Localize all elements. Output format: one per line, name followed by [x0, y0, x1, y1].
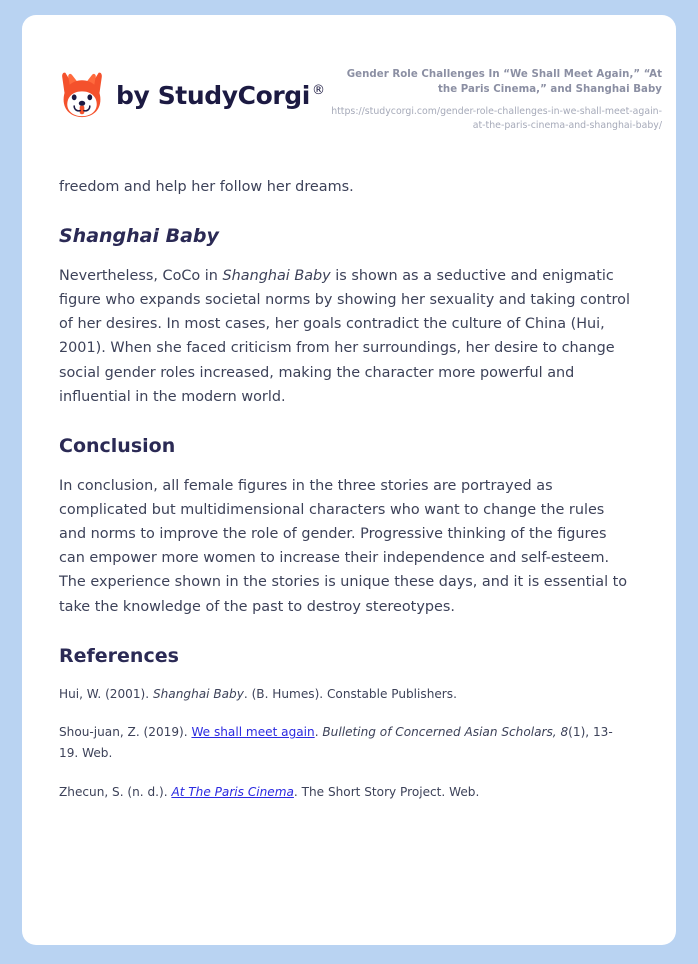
registered-trademark-icon: ®: [311, 83, 325, 99]
reference-entry: [59, 684, 630, 705]
section-heading: Conclusion: [59, 434, 176, 457]
paragraph-text: Nevertheless, CoCo in: [59, 267, 223, 284]
reference-text: Shou-juan, Z. (2019).: [59, 725, 192, 740]
reference-text: . (B. Humes). Constable Publishers.: [243, 686, 457, 701]
brand-logo-block: [59, 71, 325, 119]
document-page-card: [22, 15, 676, 945]
intro-paragraph-fragment: freedom and help her follow her dreams.: [59, 178, 354, 195]
reference-text: Zhecun, S. (n. d.).: [59, 785, 172, 799]
document-source-url[interactable]: https://studycorgi.com/gender-role-challenges-in-we-shall-meet-again-at-the-paris-cinema-and-shanghai-baby/: [331, 105, 662, 131]
reference-text: . The Short Story Project. Web.: [293, 785, 480, 799]
reference-italic-text: Bulleting of Concerned Asian Scholars, 8: [322, 725, 569, 740]
reference-italic-text: Shanghai Baby: [152, 686, 244, 701]
document-body: [22, 175, 676, 803]
corgi-face-logo-icon: [59, 71, 105, 119]
document-header: [22, 15, 676, 133]
references-heading: References: [59, 644, 179, 667]
reference-link[interactable]: We shall meet again: [191, 725, 315, 740]
paragraph-text: In conclusion, all female figures in the three stories are portrayed as complicated but multidimensional characters who want to change the rules and norms to improve the role of gender. Progressive thinking of the figures can empower more women to increase their independence and self-esteem. The experience shown in the stories is unique these days, and it is essential to take the knowledge of the past to destroy stereotypes.: [59, 477, 628, 615]
brand-name-text: by StudyCorgi: [116, 80, 310, 110]
reference-entry: [59, 722, 630, 764]
reference-text: Hui, W. (2001).: [59, 686, 153, 701]
reference-text: (1), 13-19. Web.: [59, 725, 613, 761]
reference-text: .: [314, 725, 323, 740]
paragraph-text: is shown as a seductive and enigmatic figure who expands societal norms by showing her sexuality and taking control of her desires. In most cases, her goals contradict the culture of China (Hui, 2001). When she faced criticism from her surroundings, her desire to change social gender roles increased, making the character more powerful and influential in the modern world.: [59, 267, 630, 405]
section-paragraph: [59, 474, 630, 619]
section-paragraph: [59, 264, 630, 409]
section-heading: Shanghai Baby: [59, 224, 219, 247]
reference-entry: [59, 782, 630, 803]
italic-title-text: Shanghai Baby: [222, 267, 331, 284]
header-meta-block: [325, 65, 662, 133]
brand-wordmark: [116, 80, 325, 110]
reference-list: [59, 684, 630, 803]
section-list: [59, 225, 630, 619]
document-title: Gender Role Challenges In “We Shall Meet Again,” “At the Paris Cinema,” and Shanghai Baby: [346, 69, 662, 95]
reference-link[interactable]: At The Paris Cinema: [171, 785, 294, 799]
